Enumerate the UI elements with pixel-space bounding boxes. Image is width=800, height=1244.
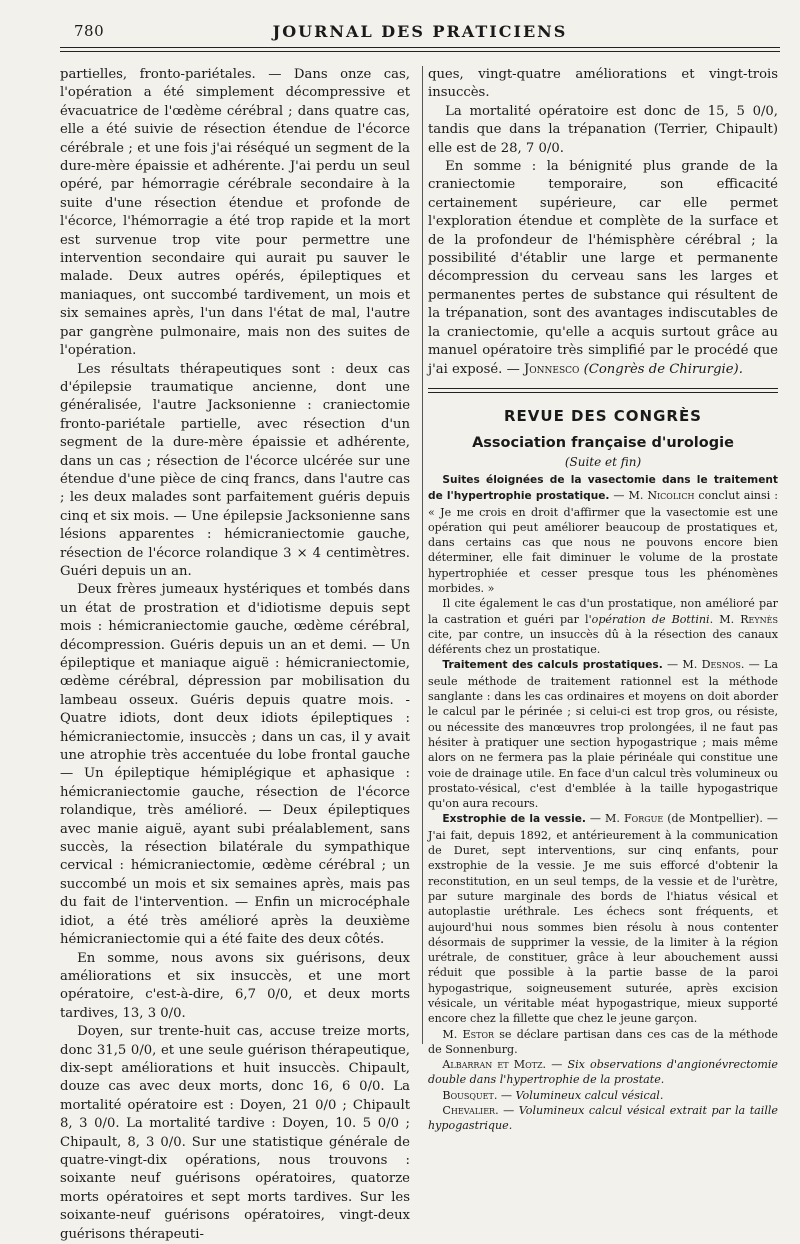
right-paragraph-3 xyxy=(428,158,778,379)
dash: . — xyxy=(542,1058,568,1072)
author-name: Nicolich xyxy=(647,489,695,503)
left-paragraph-3: Deux frères jumeaux hystériques et tombés dans un état de prostration et d'idiotisme depuis sept mois : hémicraniectomie gauche, œdème cérébral, décompression. Guéris depuis un an et demi. — Un épileptique et maniaque aiguë : hémicraniectomie, œdème cérébral, dépression par mobilisation du lambeau osseux. Guéris depuis quatre mois. - Quatre idiots, dont deux idiots épileptiques : hémicraniectomie, insuccès ; dans un cas, il y avait une atrophie très accentuée du lobe frontal gauche — Un épileptique hémiplégique et aphasique : hémicraniectomie gauche, résection de l'écorce rolandique, très amélioré. — Deux épileptiques avec manie aiguë, ayant subi préalablement, sans succès, la résection bilatérale du sympathique cervical : hémicraniectomie, œdème cérébral ; un succombé un mois et six semaines après, mais pas du fait de l'intervention. — Enfin un microcéphale idiot, a été très amélioré après la deuxième hémicraniectomie qui a été faite des deux côtés. xyxy=(60,582,410,948)
report-chevalier xyxy=(428,1103,778,1134)
right-paragraph-1: ques, vingt-quatre améliorations et vingt-trois insuccès. xyxy=(428,67,778,101)
conclusion-text: En somme : la bénignité plus grande de la craniectomie temporaire, son efficacité certainement supérieure, car elle permet l'exploration étendue et complète de la surface et de la profondeur de l'hémisphère cérébral ; la possibilité d'établir une large et permanente décompression du cerveau sans les larges et permanentes pertes de substance qui résultent de la trépanation, sont des avantages indiscutables de la craniectomie, qu'elle a acquis surtout grâce au manuel opératoire très simplifié par le procédé que j'ai exposé. — xyxy=(428,159,778,377)
association-title: Association française d'urologie xyxy=(472,434,734,451)
urology-reports xyxy=(428,472,778,1134)
author-name: Chevalier xyxy=(442,1104,496,1118)
communication-title: Volumineux calcul vésical extrait par la taille hypogastrique. xyxy=(428,1104,778,1133)
column-divider xyxy=(422,66,423,1044)
author-name: Reynès xyxy=(740,612,778,626)
report-estor xyxy=(428,1027,778,1058)
header-rule xyxy=(60,47,780,52)
report-vasectomie xyxy=(428,472,778,596)
page-header xyxy=(60,18,780,46)
communication-title: Volumineux calcul vésical. xyxy=(515,1088,664,1102)
report-lead: Traitement des calculs prostatiques. xyxy=(442,659,663,672)
report-text: Il cite également le cas d'un prostatique, non amélioré par la castration et guéri par l' xyxy=(428,597,778,626)
report-lead: Suites éloignées de la vasectomie dans le traitement de l'hypertrophie prostatique. xyxy=(428,473,778,503)
report-text: . — La seule méthode de traitement rationnel est la méthode sanglante : dans les cas ordinaires et moyens on doit aborder le calcul par le périnée ; si celui-ci est trop gros, ou résiste, ou nécessite des manœuvres trop prolongées, il ne faut pas hésiter à pratiquer une section hypogastrique ; mais même alors on ne fermera pas la plaie périnéale qui constitue une voie de drainage utile. En face d'un calcul très volumineux ou prostato-vésical, c'est d'emblée à la taille hypogastrique qu'on aura recours. xyxy=(428,658,778,811)
left-paragraph-5: Doyen, sur trente-huit cas, accuse treize morts, donc 31,5 0/0, et une seule guérison thérapeutique, dix-sept améliorations et huit insuccès. Chipault, douze cas avec deux morts, donc 16, 6 0/0. La mortalité opératoire est : Doyen, 21 0/0 ; Chipault 8, 3 0/0. La mortalité tardive : Doyen, 10. 5 0/0 ; Chipault, 8, 3 0/0. Sur une statistique générale de quatre-vingt-dix opérations, nous trouvons : soixante neuf guérisons opératoires, quatorze morts opératoires et sept morts tardives. Sur les soixante-neuf guérisons opératoires, vingt-deux guérisons thérapeuti- xyxy=(60,1024,410,1242)
section-rule xyxy=(428,388,778,393)
operation-name: opération de Bottini xyxy=(591,612,710,626)
report-bottini xyxy=(428,596,778,657)
report-text: cite, par contre, un insuccès dû à la résection des canaux déférents chez un prostatique. xyxy=(428,627,778,657)
report-text: conclut ainsi : « Je me crois en droit d'affirmer que la vasectomie est une opération qui peut améliorer beaucoup de prostatiques et, dans certains cas que nous ne pouvons encore bien déterminer, elle fait diminuer le volume de la prostate hypertrophiée et cesser presque tous les phénomènes morbides. » xyxy=(428,489,778,595)
report-lead: Exstrophie de la vessie. xyxy=(442,813,586,826)
report-albarran xyxy=(428,1057,778,1088)
signature-source: (Congrès de Chirurgie). xyxy=(583,361,743,377)
author-name: Albarran et Motz xyxy=(442,1058,543,1072)
page-number: 780 xyxy=(74,22,105,40)
left-paragraph-4: En somme, nous avons six guérisons, deux améliorations et six insuccès, et une mort opératoire, c'est-à-dire, 6,7 0/0, et deux morts tardives, 13, 3 0/0. xyxy=(60,950,410,1021)
dash: . M. xyxy=(709,612,741,626)
left-paragraph-2: Les résultats thérapeutiques sont : deux cas d'épilepsie traumatique ancienne, dont une généralisée, l'autre Jacksonienne : craniectomie fronto-pariétale partielle, avec résection d'un segment de la dure-mère épaissie et adhérente, dans un cas ; résection de l'écorce ulcérée sur une étendue d'une pièce de cinq francs, dans l'autre cas ; les deux malades sont parfaitement guéris depuis cinq et six mois. — Une épilepsie Jacksonienne sans lésions apparentes : hémicraniectomie gauche, résection de l'écorce rolandique 3 × 4 centimètres. Guéri depuis un an. xyxy=(60,361,410,579)
dash: — M. xyxy=(609,489,648,503)
dash: . — xyxy=(493,1088,516,1102)
right-column xyxy=(428,66,778,1134)
report-text: (de Montpellier). — J'ai fait, depuis 1892, et antérieurement à la communication de Duret, sept interventions, sur cinq enfants, pour exstrophie de la vessie. Je me suis efforcé d'obtenir la reconstitution, en un seul temps, de la vessie et de l'urètre, par suture marginale des bords de l'hiatus vésical et autoplastie uréthrale. Les échecs sont fréquents, et aujourd'hui nous sommes bien résolu à nous contenter désormais de supprimer la vessie, de la limiter à la région urétrale, de constituer, grâce à leur abouchement aussi réduit que possible à la partie basse de la paroi hypogastrique, soigneusement suturée, après excision vésicale, un véritable méat hypogastrique, mieux supporté encore chez la fillette que chez le jeune garçon. xyxy=(428,812,778,1026)
dash: — M. xyxy=(585,812,624,826)
report-calculs xyxy=(428,657,778,811)
author-name: Bousquet xyxy=(442,1088,494,1102)
dash: . — xyxy=(495,1104,519,1118)
dash: — M. xyxy=(662,658,702,672)
signature-author: Jonnesco xyxy=(523,361,580,377)
left-paragraph-1: partielles, fronto-pariétales. — Dans onze cas, l'opération a été simplement décompressive et évacuatrice de l'œdème cérébral ; dans quatre cas, elle a été suivie de résection étendue de l'écorce cérébrale ; et une fois j'ai réséqué un segment de la dure-mère épaissie et adhérente. J'ai perdu un seul opéré, par hémorragie cérébrale secondaire à la suite d'une résection étendue et profonde de l'écorce, l'hémorragie a été trop rapide et la mort est survenue trop vite pour permettre une intervention secondaire qui aurait pu sauver le malade. Deux autres opérés, épileptiques et maniaques, ont succombé tardivement, un mois et six semaines après, l'un dans l'état de mal, l'autre par gangrène pulmonaire, mais non des suites de l'opération. xyxy=(60,67,410,359)
report-exstrophie xyxy=(428,811,778,1026)
section-title: REVUE DES CONGRÈS xyxy=(503,406,702,425)
left-column xyxy=(60,66,410,1244)
communication-title: Six observations d'angionévrectomie double dans l'hypertrophie de la prostate. xyxy=(428,1058,778,1087)
dash: M. xyxy=(442,1027,463,1041)
continued-note: (Suite et fin) xyxy=(564,454,642,469)
report-bousquet xyxy=(428,1088,778,1103)
right-paragraph-2: La mortalité opératoire est donc de 15, 5 0/0, tandis que dans la trépanation (Terrier, Chipault) elle est de 28, 7 0/0. xyxy=(428,103,778,156)
author-name: Desnos xyxy=(701,658,741,672)
author-name: Forgue xyxy=(623,812,664,826)
author-name: Estor xyxy=(462,1027,495,1041)
report-text: se déclare partisan dans ces cas de la méthode de Sonnenburg. xyxy=(428,1027,778,1056)
running-title: JOURNAL DES PRATICIENS xyxy=(272,22,568,41)
